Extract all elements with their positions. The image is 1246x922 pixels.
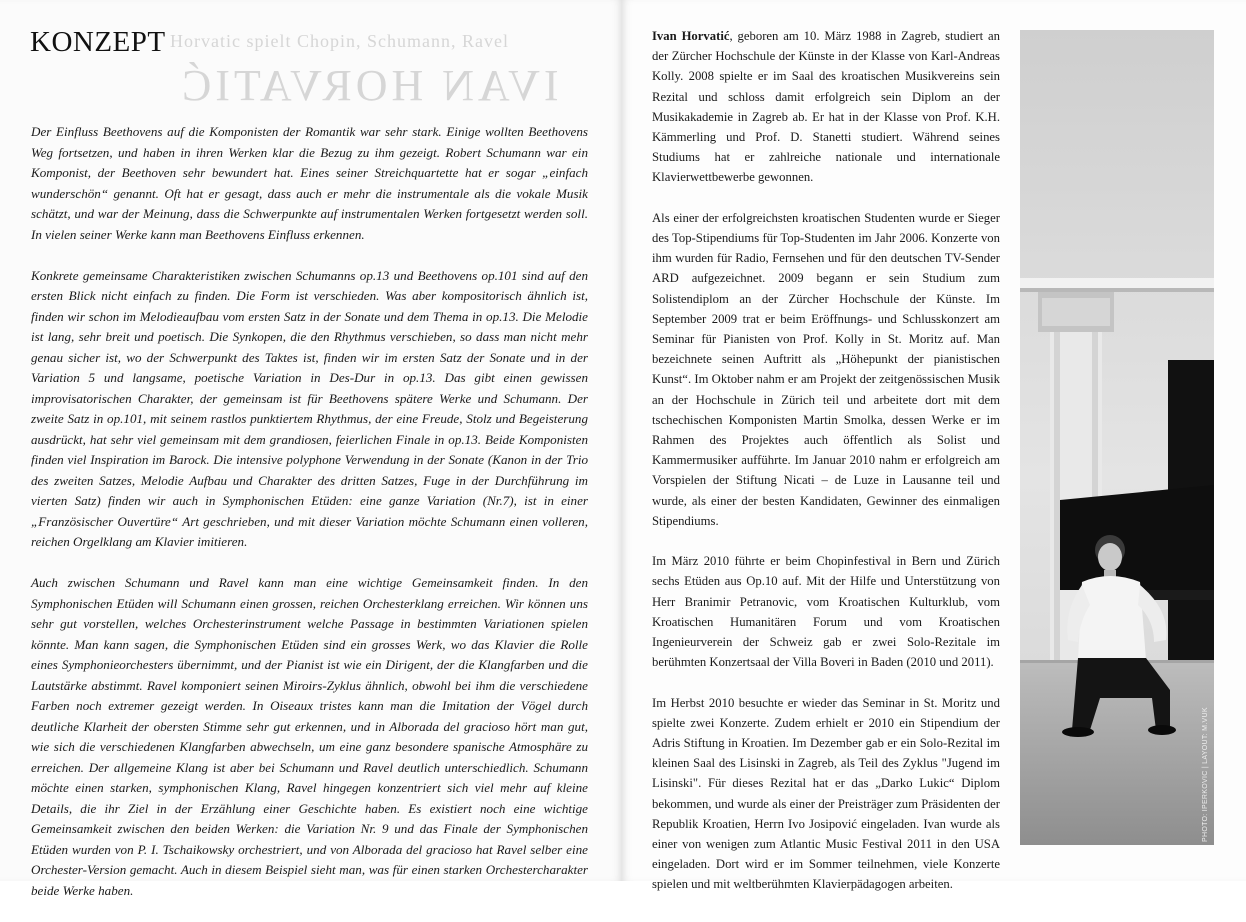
- show-through-subtitle: Horvatic spielt Chopin, Schumann, Ravel: [170, 31, 509, 51]
- bio-paragraph-2: Als einer der erfolgreichsten kroatischen Studenten wurde er Sieger des Top-Stipendiums für Top-Studenten im Jahr 2006. Konzerte von ihm wurden für Radio, Fernsehen und für den deutschen TV-Sender ARD aufgezeichnet. 2009 begann er sein Studium zum Solistendiplom an der Zürcher Hochschule der Künste. Im September 2009 trat er beim Eröffnungs- und Schlusskonzert am Seminar für Pianisten von Prof. Kolly in St. Moritz auf. Man bezeichnete seinen Auftritt als „Höhepunkt der pianistischen Kunst“. Im Oktober nahm er am Projekt der zeitgenössischen Musik an der Hochschule in Zürich teil und arbeitete dort mit dem tschechischen Komponisten Martin Smolka, dessen Werke er im Rahmen des Projektes auch öffentlich als Solist und Kammermusiker aufführte. Im Januar 2010 nahm er erfolgreich am Vorspielen der Stiftung Nicati – de Luze in Lausanne teil und wurde, als einer der besten Kandidaten, Gewinner des einmaligen Stipendiums.: [652, 210, 1000, 528]
- left-page: [0, 0, 622, 898]
- concept-paragraph-3: Auch zwischen Schumann und Ravel kann man eine wichtige Gemeinsamkeit finden. In den Symphonischen Etüden will Schumann einen grossen, reichen Orchesterklang erreichen. Wir können uns sehr gut vorstellen, welches Orchesterinstrument welche Passage in bestimmten Variationen spielen könnte. Man kann sagen, die Symphonischen Etüden sind ein grosses Werk, wo das Klavier die Rolle eines Symphonieorchesters übernimmt, und der Pianist ist wie ein Dirigent, der die Klangfarben und die Lautstärke abstimmt. Ravel komponiert seinen Miroirs-Zyklus ähnlich, obwohl bei ihm die verschiedene Farben noch extremer gezeigt werden. In Oiseaux tristes kann man die Imitation der Vögel durch deutliche Klarheit der obersten Stimme sehr gut erkennen, und in Alborada del gracioso hört man gut, wie sich die verschiedenen Klangfarben abwechseln, um eine ganz besondere spanische Atmosphäre zu erreichen. Der allgemeine Klang ist aber bei Schumann und Ravel deutlich unterschiedlich. Schumann möchte einen starken, symphonischen Klang, Ravel hingegen konzentriert sich viel mehr auf kleine Details, die ihr Ziel in der Erzählung einer Geschichte haben. Es existiert noch eine wichtige Gemeinsamkeit zwischen den beiden Werken: die Variation Nr. 9 und das Finale der Symphonischen Etüden wurden von P. I. Tschaikowsky orchestriert, und von Alborada del gracioso hat Ravel selber eine Orchester-Version gemacht. Auch in diesem Beispiel sieht man, was für einen starken Orchestercharakter beide Werke haben.: [31, 575, 588, 898]
- bio-paragraph-1-text: , geboren am 10. März 1988 in Zagreb, studiert an der Zürcher Hochschule der Künste in der Klasse von Karl-Andreas Kolly. 2008 spielte er im Saal des kroatischen Musikvereins sein Rezital und schloss damit erfolgreich sein Diplom an der Musikakademie in Zagreb ab. Er hat in der Klasse von Prof. K.H. Kämmerling und Prof. D. Stanetti studiert. Während seines Studiums hat er zahlreiche nationale und internationale Klavierwettbewerbe gewonnen.: [652, 29, 1000, 185]
- bio-paragraph-4: Im Herbst 2010 besuchte er wieder das Seminar in St. Moritz und spielte zwei Konzerte. Zudem erhielt er 2010 ein Stipendium der Adris Stiftung in Kroatien. Im Dezember gab er ein Solo-Rezital im kleinen Saal des Lisinski in Zagreb, als Teil des Zyklus "Jugend im Lisinski". Für dieses Rezital hat er das „Darko Lukic“ Diplom bekommen, und wurde als einer der Preisträger zum Präsidenten der Republik Kroatien, Herrn Ivo Josipović eingeladen. Ivan wurde als einer von wenigen zum Atlantic Music Festival 2011 in den USA eingeladen. Dort wird er im Sommer teilnehmen, viele Konzerte spielen und mit weltberühmten Klavierpädagogen arbeiten.: [652, 695, 1000, 892]
- concept-paragraph-2: Konkrete gemeinsame Charakteristiken zwischen Schumanns op.13 und Beethovens op.101 sind auf den ersten Blick nicht einfach zu finden. Die Form ist verschieden. Was aber kompositorisch ähnlich ist, finden wir schon im Melodieaufbau vom ersten Satz in der Sonate und dem Thema in op.13. Die Melodie ist lang, sehr breit und poetisch. Die Synkopen, die den Rhythmus verschieben, so dass man nicht mehr genau sicher ist, wo der Schwerpunkt des Taktes ist, finden wir im ersten Satz der Sonate und in der Variation 5 und langsame, poetische Variation in Des-Dur in op.13. Das gibt einen gewissen improvisatorischen Charakter, der gemeinsam ist für Beethovens spätere Werke und Schumann. Der zweite Satz in op.101, mit seinem rastlos punktiertem Rhythmus, der eine Freude, Stolz und Begeisterung ausdrückt, hat sehr viel gemeinsam mit dem grandiosen, feierlichen Finale in op.13. Beide Komponisten finden viel Inspiration im Barock. Die intensive polyphone Verwendung in der Sonate (Kanon in der Trio des zweiten Satzes, Melodie Aufbau und Charakter des dritten Satzes, Fuge in der Durchführung im vierten Satz) finden wir auch in Symphonischen Etüden: eine ganze Variation (Nr.7), ist in einer „Französischer Ouvertüre“ Art geschrieben, und mit dieser Variation möchte Schumann einen volleren, reichen Orgelklang am Klavier imitieren.: [31, 267, 588, 549]
- bio-paragraph-3: Im März 2010 führte er beim Chopinfestival in Bern und Zürich sechs Etüden aus Op.10 auf. Mit der Hilfe und Unterstützung von Herr Branimir Petranovic, vom Kroatischen Kulturklub, vom Kroatischen Humanitären Forum und vom Kroatischen Ingenieurverein der Schweiz gab er zwei Solo-Rezitale im berühmten Konzertsaal der Villa Boveri in Baden (2010 und 2011).: [652, 554, 1000, 670]
- bio-paragraph-1: [652, 26, 1000, 188]
- photo-credit: PHOTO: IPERKOVIC | LAYOUT: M.VUK: [1202, 707, 1209, 842]
- concept-text: [31, 122, 588, 922]
- page-title: KONZEPT: [30, 26, 166, 58]
- bio-name: Ivan Horvatić: [652, 29, 730, 43]
- show-through-title: IVAN HORVATIĆ: [178, 61, 559, 110]
- concept-paragraph-1: Der Einfluss Beethovens auf die Komponisten der Romantik war sehr stark. Einige wollten Beethovens Weg fortsetzen, und haben in ihren Werken klar die Bezug zu ihm gezeigt. Robert Schumann war ein Komponist, der Beethoven sehr bewundert hat. Eines seiner Streichquartette hat er sogar „einfach wunderschön“ genannt. Oft hat er gesagt, dass auch er mehr die instrumentale als die vokale Musik schätzt, und war der Meinung, dass die Schwerpunkte auf instrumentalen Werken fortgesetzt werden soll. In vielen seiner Werke kann man Beethovens Einfluss erkennen.: [31, 124, 588, 242]
- pianist-photo: [1020, 30, 1214, 845]
- biography-text: [652, 26, 1000, 915]
